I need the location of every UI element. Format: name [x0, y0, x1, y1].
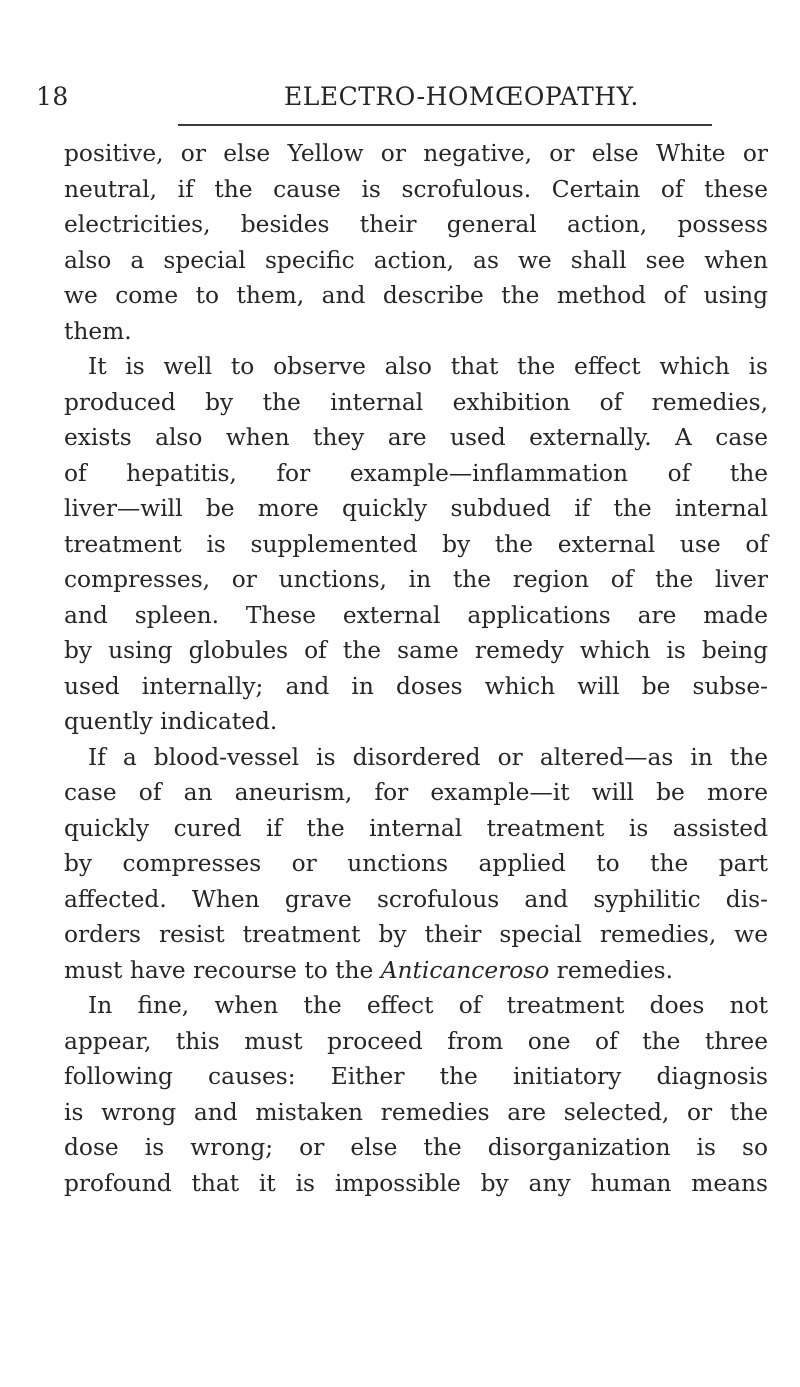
text-line: electricities, besides their general action, possess [64, 211, 768, 238]
text-line: positive, or else Yellow or negative, or else White or [64, 140, 768, 167]
text-line: also a special specific action, as we shall see when [64, 246, 768, 274]
header-rule [178, 124, 712, 126]
text-line: liver—will be more quickly subdued if the internal [64, 495, 768, 522]
text-line: them. [64, 317, 132, 345]
text-line: we come to them, and describe the method of using [64, 282, 768, 309]
text-line-with-italic [64, 953, 768, 989]
text-line: treatment is supplemented by the external use of [64, 530, 768, 558]
text-run: must have recourse to the [64, 956, 381, 984]
text-line: neutral, if the cause is scrofulous. Certain of these [64, 175, 768, 203]
text-run: remedies. [549, 956, 674, 984]
paragraph-start-line: It is well to observe also that the effect which is [88, 353, 768, 380]
text-line: compresses, or unctions, in the region of the liver [64, 566, 768, 593]
text-line: of hepatitis, for example—inflammation of the [64, 459, 768, 487]
page-number: 18 [36, 82, 69, 111]
body-text [64, 136, 768, 1201]
text-line: produced by the internal exhibition of remedies, [64, 388, 768, 416]
text-line: and spleen. These external applications are made [64, 601, 768, 629]
paragraph-start-line: In fine, when the effect of treatment does not [88, 992, 768, 1019]
text-line: exists also when they are used externally. A case [64, 424, 768, 451]
text-line: is wrong and mistaken remedies are selected, or the [64, 1098, 768, 1126]
running-head [36, 82, 768, 112]
text-line: by using globules of the same remedy which is being [64, 637, 768, 664]
text-line: quickly cured if the internal treatment is assisted [64, 814, 768, 842]
text-line: case of an aneurism, for example—it will be more [64, 779, 768, 806]
text-line: affected. When grave scrofulous and syphilitic dis- [64, 885, 768, 913]
text-line: appear, this must proceed from one of the three [64, 1027, 768, 1055]
text-line: by compresses or unctions applied to the part [64, 850, 768, 877]
text-line: orders resist treatment by their special remedies, we [64, 921, 768, 948]
text-line: dose is wrong; or else the disorganization is so [64, 1134, 768, 1161]
text-line: quently indicated. [64, 708, 278, 735]
running-title: ELECTRO-HOMŒOPATHY. [284, 82, 639, 111]
paragraph-start-line: If a blood-vessel is disordered or altered—as in the [88, 743, 768, 771]
text-line: following causes: Either the initiatory diagnosis [64, 1063, 768, 1090]
italic-term: Anticanceroso [380, 956, 550, 984]
text-line: used internally; and in doses which will be subse- [64, 672, 768, 700]
text-line: profound that it is impossible by any human means [64, 1169, 768, 1197]
